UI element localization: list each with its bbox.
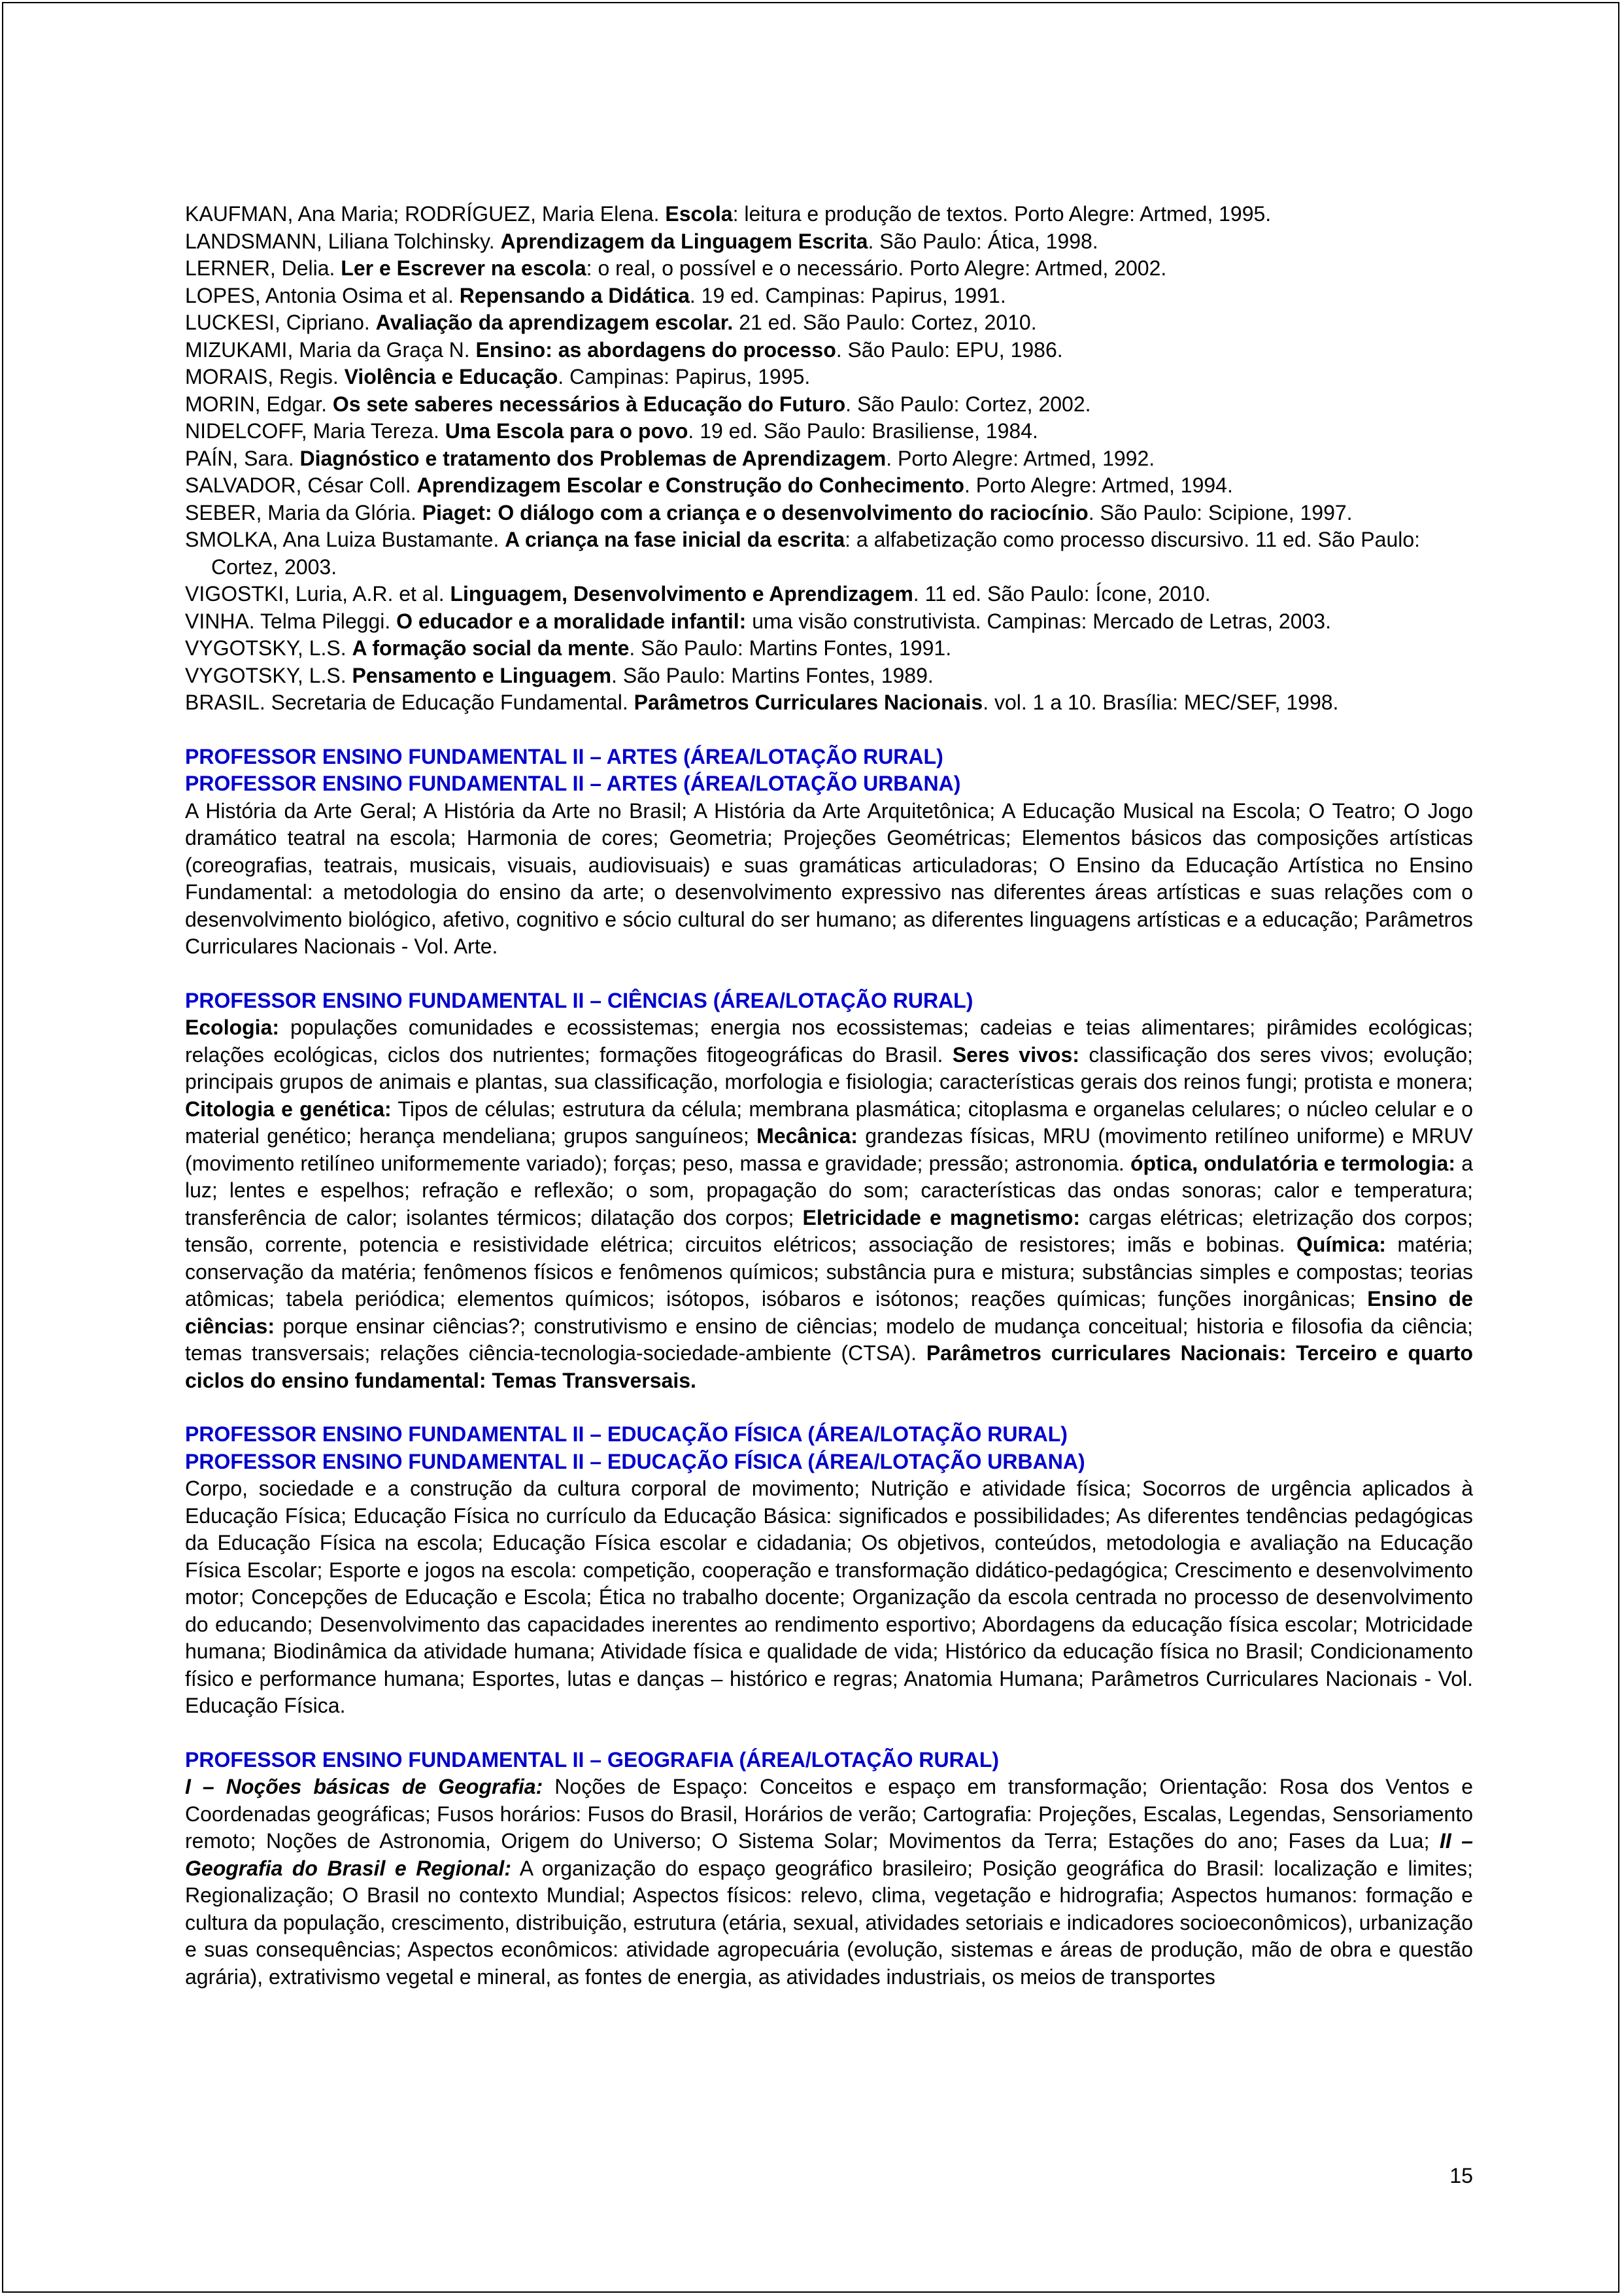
reference-item: LANDSMANN, Liliana Tolchinsky. Aprendizagem da Linguagem Escrita. São Paulo: Ática, 1998. xyxy=(185,229,1098,253)
reference-item: VYGOTSKY, L.S. A formação social da mente. São Paulo: Martins Fontes, 1991. xyxy=(185,636,952,660)
topic-heading: óptica, ondulatória e termologia: xyxy=(1130,1151,1455,1175)
section-text: Corpo, sociedade e a construção da cultura corporal de movimento; Nutrição e atividade física; Socorros de urgência aplicados à Educação Física; Educação Física no currículo da Educação Básica: significados e possibilidades; As diferentes tendências pedagógicas da Educação Física na escola; Educação Física escolar e cidadania; Os objetivos, conteúdos, metodologia e avaliação na Educação Física Escolar; Esporte e jogos na escola: competição, cooperação e transformação didático-pedagógica; Crescimento e desenvolvimento motor; Concepções de Educação e Escola; Ética no trabalho docente; Organização da escola centrada no processo de desenvolvimento do educando; Desenvolvimento das capacidades inerentes ao rendimento esportivo; Abordagens da educação física escolar; Motricidade humana; Biodinâmica da atividade humana; Atividade física e qualidade de vida; Histórico da educação física no Brasil; Condicionamento físico e performance humana; Esportes, lutas e danças – histórico e regras; Anatomia Humana; Parâmetros Curriculares Nacionais - Vol. Educação Física. xyxy=(185,1477,1473,1717)
reference-item: MORAIS, Regis. Violência e Educação. Campinas: Papirus, 1995. xyxy=(185,365,811,388)
reference-item: SEBER, Maria da Glória. Piaget: O diálogo com a criança e o desenvolvimento do raciocínio. São Paulo: Scipione, 1997. xyxy=(185,500,1353,524)
reference-item: MORIN, Edgar. Os sete saberes necessários à Educação do Futuro. São Paulo: Cortez, 2002. xyxy=(185,392,1091,416)
topic-heading: Mecânica: xyxy=(756,1124,858,1148)
section-text: I – Noções básicas de Geografia: Noções de Espaço: Conceitos e espaço em transformação; Orientação: Rosa dos Ventos e Coordenadas geográficas; Fusos horários: Fusos do Brasil, Horários de verão; Cartografia: Projeções, Escalas, Legendas, Sensoriamento remoto; Noções de Astronomia, Origem do Universo; O Sistema Solar; Movimentos da Terra; Estações do ano; Fases da Lua; II – Geografia do Brasil e Regional: A organização do espaço geográfico brasileiro; Posição geográfica do Brasil: localização e limites; Regionalização; O Brasil no contexto Mundial; Aspectos físicos: relevo, clima, vegetação e hidrografia; Aspectos humanos: formação e cultura da população, crescimento, distribuição, estrutura (etária, sexual, atividades setoriais e indicadores socioeconômicos), urbanização e suas consequências; Aspectos econômicos: atividade agropecuária (evolução, sistemas e áreas de produção, mão de obra e questão agrária), extrativismo vegetal e mineral, as fontes de energia, as atividades industriais, os meios de transportes xyxy=(185,1775,1474,1989)
topic-heading: Seres vivos: xyxy=(952,1042,1079,1067)
topic-heading: II – Geografia do Brasil e Regional: xyxy=(185,1829,1474,1880)
reference-item: LOPES, Antonia Osima et al. Repensando a Didática. 19 ed. Campinas: Papirus, 1991. xyxy=(185,283,1006,307)
reference-item: VINHA. Telma Pileggi. O educador e a moralidade infantil: uma visão construtivista. Campinas: Mercado de Letras, 2003. xyxy=(185,609,1331,633)
section-text: Ecologia: populações comunidades e ecossistemas; energia nos ecossistemas; cadeias e teias alimentares; pirâmides ecológicas; relações ecológicas, ciclos dos nutrientes; formações fitogeográficas do Brasil. Seres vivos: classificação dos seres vivos; evolução; principais grupos de animais e plantas, sua classificação, morfologia e fisiologia; características gerais dos reinos fungi; protista e monera; Citologia e genética: Tipos de células; estrutura da célula; membrana plasmática; citoplasma e organelas celulares; o núcleo celular e o material genético; herança mendeliana; grupos sanguíneos; Mecânica: grandezas físicas, MRU (movimento retilíneo uniforme) e MRUV (movimento retilíneo uniformemente variado); forças; peso, massa e gravidade; pressão; astronomia. óptica, ondulatória e termologia: a luz; lentes e espelhos; refração e reflexão; o som, propagação do som; características das ondas sonoras; calor e temperatura; transferência de calor; isolantes térmicos; dilatação dos corpos; Eletricidade e magnetismo: cargas elétricas; eletrização dos corpos; tensão, corrente, potencia e resistividade elétrica; circuitos elétricos; associação de resistores; imãs e bobinas. Química: matéria; conservação da matéria; fenômenos físicos e fenômenos químicos; substância pura e mistura; substâncias simples e compostas; teorias atômicas; tabela periódica; elementos químicos; isótopos, isóbaros e isótonos; reações químicas; funções inorgânicas; Ensino de ciências: porque ensinar ciências?; construtivismo e ensino de ciências; modelo de mudança conceitual; historia e filosofia da ciência; temas transversais; relações ciência-tecnologia-sociedade-ambiente (CTSA). Parâmetros curriculares Nacionais: Terceiro e quarto ciclos do ensino fundamental: Temas Transversais. xyxy=(185,1016,1474,1392)
topic-heading: Eletricidade e magnetismo: xyxy=(802,1205,1081,1229)
section-title: PROFESSOR ENSINO FUNDAMENTAL II – GEOGRAFIA (ÁREA/LOTAÇÃO RURAL) xyxy=(185,1747,1000,1772)
section-title: PROFESSOR ENSINO FUNDAMENTAL II – EDUCAÇÃO FÍSICA (ÁREA/LOTAÇÃO RURAL) xyxy=(185,1422,1068,1446)
section-artes xyxy=(185,744,1473,961)
document-page xyxy=(2,2,1619,2293)
page-content xyxy=(185,201,1473,1991)
section-educacao-fisica xyxy=(185,1421,1473,1720)
section-title: PROFESSOR ENSINO FUNDAMENTAL II – CIÊNCIAS (ÁREA/LOTAÇÃO RURAL) xyxy=(185,988,973,1012)
section-geografia xyxy=(185,1747,1473,1991)
reference-item: LERNER, Delia. Ler e Escrever na escola: o real, o possível e o necessário. Porto Alegre: Artmed, 2002. xyxy=(185,256,1167,280)
reference-item: SMOLKA, Ana Luiza Bustamante. A criança na fase inicial da escrita: a alfabetização como processo discursivo. 11 ed. São Paulo: Cortez, 2003. xyxy=(185,528,1421,579)
topic-heading: Química: xyxy=(1296,1233,1386,1256)
reference-item: VYGOTSKY, L.S. Pensamento e Linguagem. São Paulo: Martins Fontes, 1989. xyxy=(185,663,934,687)
reference-item: VIGOSTKI, Luria, A.R. et al. Linguagem, Desenvolvimento e Aprendizagem. 11 ed. São Paulo: Ícone, 2010. xyxy=(185,582,1211,606)
section-ciencias xyxy=(185,987,1473,1395)
reference-item: PAÍN, Sara. Diagnóstico e tratamento dos Problemas de Aprendizagem. Porto Alegre: Artmed, 1992. xyxy=(185,446,1155,470)
topic-heading: Citologia e genética: xyxy=(185,1097,392,1121)
topic-heading: Parâmetros curriculares Nacionais: Terceiro e quarto ciclos do ensino fundamental: Temas Transversais. xyxy=(185,1341,1474,1392)
reference-item: NIDELCOFF, Maria Tereza. Uma Escola para o povo. 19 ed. São Paulo: Brasiliense, 1984. xyxy=(185,419,1038,443)
reference-item: SALVADOR, César Coll. Aprendizagem Escolar e Construção do Conhecimento. Porto Alegre: Artmed, 1994. xyxy=(185,473,1233,497)
reference-item: MIZUKAMI, Maria da Graça N. Ensino: as abordagens do processo. São Paulo: EPU, 1986. xyxy=(185,337,1063,362)
reference-item: KAUFMAN, Ana Maria; RODRÍGUEZ, Maria Elena. Escola: leitura e produção de textos. Porto Alegre: Artmed, 1995. xyxy=(185,202,1272,226)
section-title: PROFESSOR ENSINO FUNDAMENTAL II – ARTES (ÁREA/LOTAÇÃO RURAL) xyxy=(185,744,943,768)
topic-heading: Ecologia: xyxy=(185,1016,280,1039)
section-title: PROFESSOR ENSINO FUNDAMENTAL II – ARTES (ÁREA/LOTAÇÃO URBANA) xyxy=(185,772,961,795)
bibliography-list xyxy=(185,201,1473,717)
reference-item: LUCKESI, Cipriano. Avaliação da aprendizagem escolar. 21 ed. São Paulo: Cortez, 2010. xyxy=(185,311,1037,334)
section-text: A História da Arte Geral; A História da Arte no Brasil; A História da Arte Arquitetônica; A Educação Musical na Escola; O Teatro; O Jogo dramático teatral na escola; Harmonia de cores; Geometria; Projeções Geométricas; Elementos básicos das composições artísticas (coreografias, teatrais, musicais, visuais, audiovisuais) e suas gramáticas articuladoras; O Ensino da Educação Artística no Ensino Fundamental: a metodologia do ensino da arte; o desenvolvimento expressivo nas diferentes áreas artísticas e suas relações com o desenvolvimento biológico, afetivo, cognitivo e sócio cultural do ser humano; as diferentes linguagens artísticas e a educação; Parâmetros Curriculares Nacionais - Vol. Arte. xyxy=(185,798,1473,958)
topic-heading: I – Noções básicas de Geografia: xyxy=(185,1775,543,1798)
page-number: 15 xyxy=(1449,2164,1473,2187)
topic-heading: Ensino de ciências: xyxy=(185,1287,1474,1338)
section-title: PROFESSOR ENSINO FUNDAMENTAL II – EDUCAÇÃO FÍSICA (ÁREA/LOTAÇÃO URBANA) xyxy=(185,1449,1085,1473)
reference-item: BRASIL. Secretaria de Educação Fundamental. Parâmetros Curriculares Nacionais. vol. 1 a 10. Brasília: MEC/SEF, 1998. xyxy=(185,691,1339,714)
